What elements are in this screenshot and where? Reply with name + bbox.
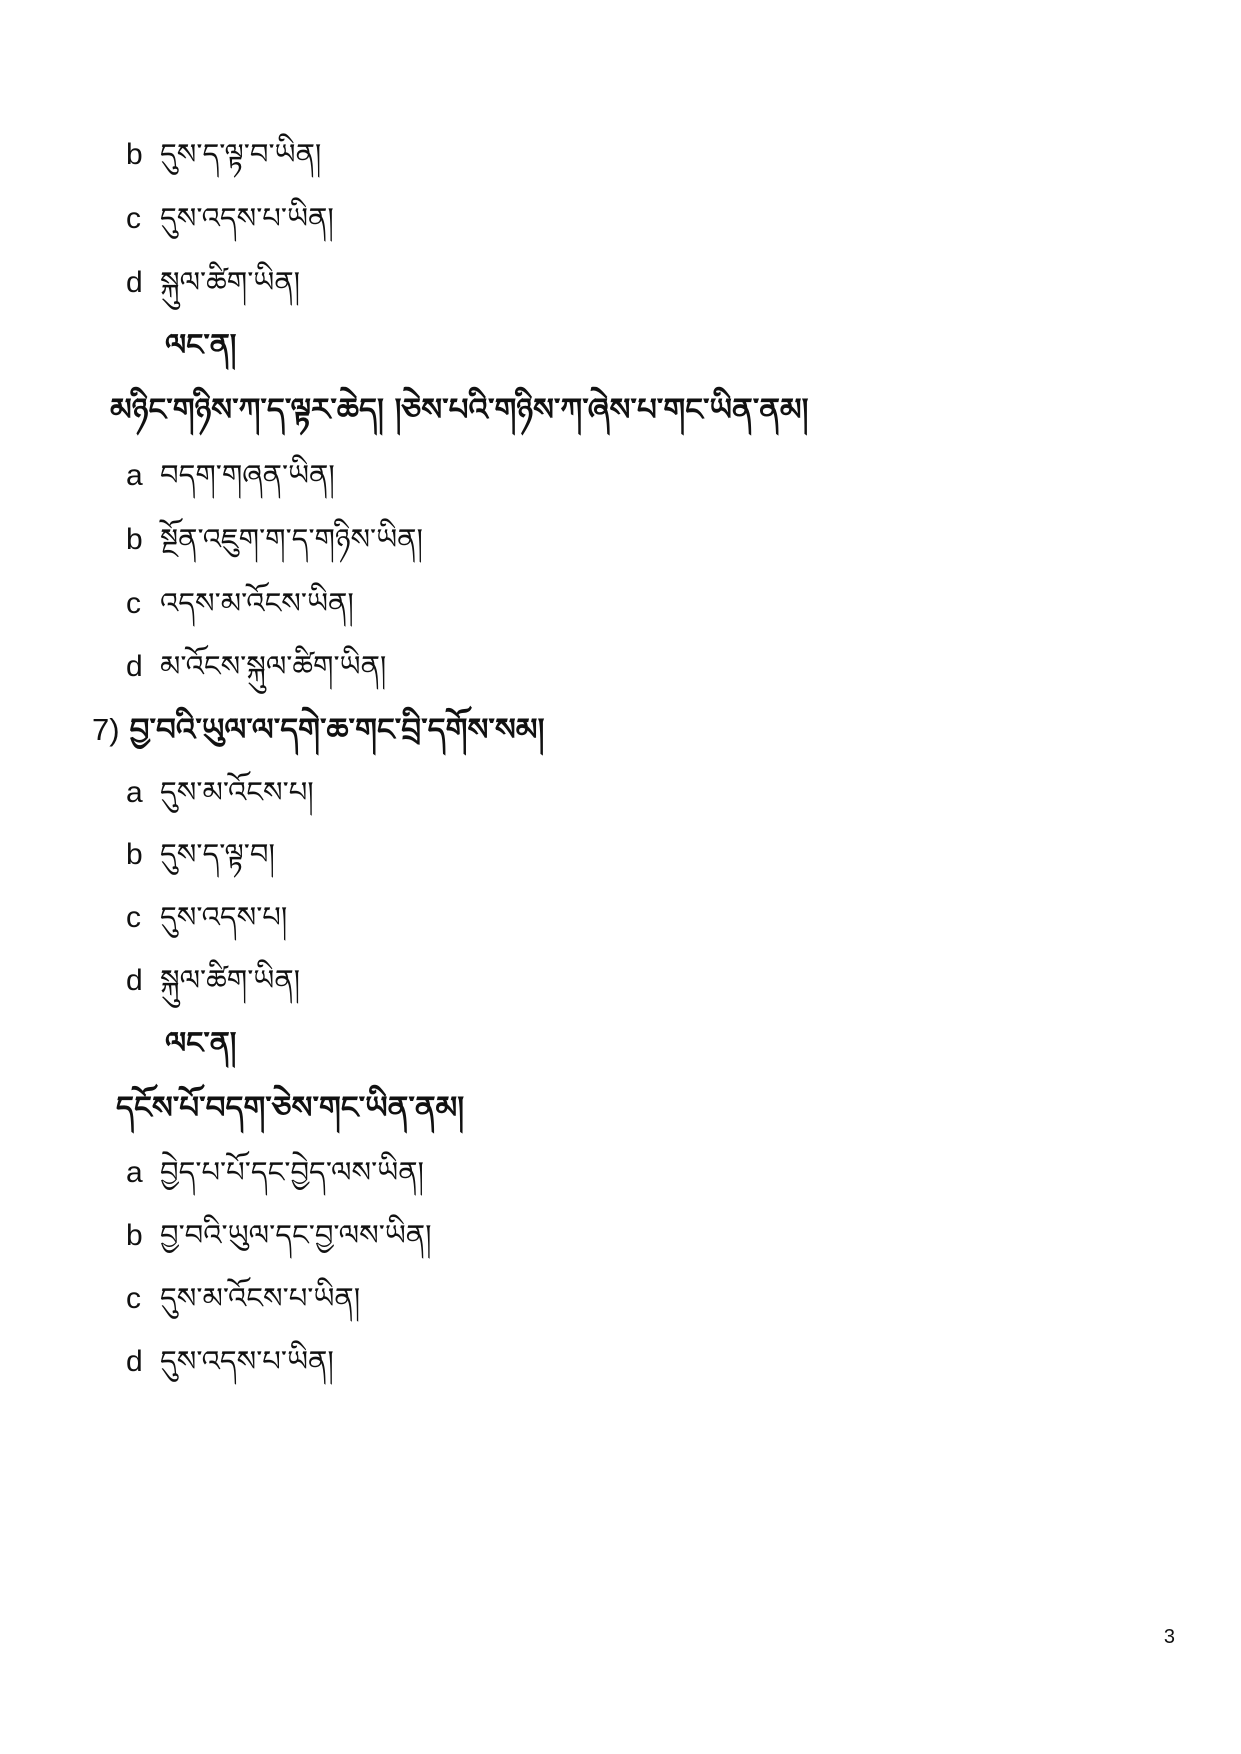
page-number: 3 xyxy=(1163,1626,1175,1648)
option-b xyxy=(126,1215,432,1259)
option-text: དུས་འདས་པ་ཡིན། xyxy=(160,1344,334,1378)
option-letter: a xyxy=(126,459,143,492)
option-d xyxy=(126,960,300,1004)
option-letter: b xyxy=(126,838,143,871)
option-text: སྐུལ་ཚིག་ཡིན། xyxy=(160,963,301,997)
option-text: སྔོན་འཇུག་ག་ད་གཉིས་ཡིན། xyxy=(160,522,423,556)
option-letter: d xyxy=(126,1345,143,1378)
option-letter: c xyxy=(126,587,141,620)
option-letter: b xyxy=(126,138,143,171)
option-b xyxy=(126,519,423,563)
answer-label: ལང་ན། xyxy=(165,1026,237,1061)
option-c xyxy=(126,198,334,242)
option-a xyxy=(126,1152,424,1196)
answer-label: ལང་ན། xyxy=(165,328,237,363)
option-letter: d xyxy=(126,650,143,683)
option-letter: b xyxy=(126,1219,143,1252)
option-letter: d xyxy=(126,266,143,299)
option-text: དུས་མ་འོངས་པ་ཡིན། xyxy=(160,1281,361,1315)
option-a xyxy=(126,772,314,816)
option-text: དུས་འདས་པ་ཡིན། xyxy=(160,201,334,235)
option-text: དུས་ད་ལྟ་བ། xyxy=(160,837,275,871)
option-letter: c xyxy=(126,202,141,235)
question-text: མཉིང་གཉིས་ཀ་ད་ལྟར་ཆེད། །ཅེས་པའི་གཉིས་ཀ་ཞེས་པ་གང་ཡིན་ནམ། xyxy=(110,392,809,428)
option-a xyxy=(126,455,335,499)
question-7 xyxy=(92,710,544,754)
option-text: འདས་མ་འོངས་ཡིན། xyxy=(160,586,354,620)
option-text: མ་འོངས་སྐུལ་ཚིག་ཡིན། xyxy=(160,649,387,683)
option-d xyxy=(126,646,386,690)
option-letter: c xyxy=(126,1282,141,1315)
option-text: བདག་གཞན་ཡིན། xyxy=(160,458,335,492)
option-letter: b xyxy=(126,523,143,556)
option-letter: a xyxy=(126,776,143,809)
option-letter: a xyxy=(126,1156,143,1189)
option-c xyxy=(126,1278,360,1322)
option-text: དུས་མ་འོངས་པ། xyxy=(160,775,314,809)
option-text: བྱེད་པ་པོ་དང་བྱེད་ལས་ཡིན། xyxy=(160,1155,424,1189)
option-c xyxy=(126,583,354,627)
question-number: 7) xyxy=(92,712,120,747)
option-c xyxy=(126,897,287,941)
option-letter: c xyxy=(126,901,141,934)
option-letter: d xyxy=(126,964,143,997)
option-text: དུས་འདས་པ། xyxy=(160,900,288,934)
option-text: དུས་ད་ལྟ་བ་ཡིན། xyxy=(160,137,322,171)
option-text: བྱ་བའི་ཡུལ་དང་བྱ་ལས་ཡིན། xyxy=(160,1218,432,1252)
option-b xyxy=(126,834,275,878)
option-d xyxy=(126,262,300,306)
option-b xyxy=(126,134,321,178)
option-text: སྐུལ་ཚིག་ཡིན། xyxy=(160,265,301,299)
question-text: བྱ་བའི་ཡུལ་ལ་དགེ་ཆ་གང་བྲི་དགོས་སམ། xyxy=(129,712,545,748)
question-text: དངོས་པོ་བདག་ཅེས་གང་ཡིན་ནམ། xyxy=(116,1090,465,1126)
option-d xyxy=(126,1341,334,1385)
